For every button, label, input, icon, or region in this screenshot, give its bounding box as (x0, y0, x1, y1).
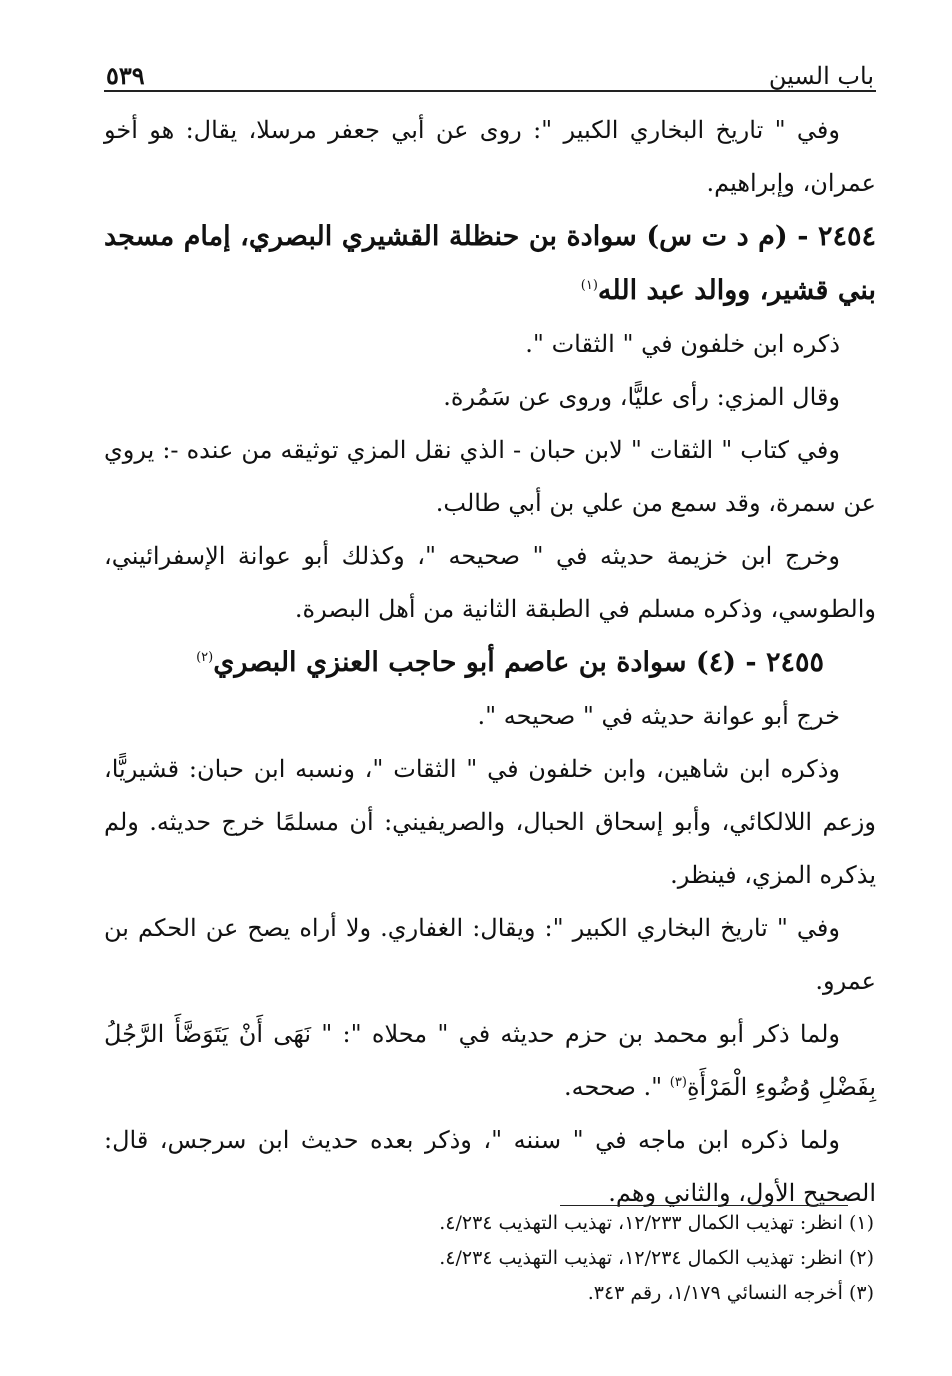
chapter-title: باب السين (768, 62, 874, 90)
entry-heading: ٢٤٥٤ - (م د ت س) سوادة بن حنظلة القشيري البصري، إمام مسجد بني قشير، ووالد عبد الله$^{(١)}$ (104, 221, 876, 306)
running-header (104, 50, 876, 92)
entry-heading: ٢٤٥٥ - (٤) سوادة بن عاصم أبو حاجب العنزي البصري$^{(٢)}$ (196, 647, 824, 678)
paragraph: وفي كتاب " الثقات " لابن حبان - الذي نقل المزي توثيقه من عنده -: يروي عن سمرة، وقد سمع من علي بن أبي طالب. (104, 436, 876, 517)
footnote-marker[interactable]: (١) (580, 278, 598, 293)
page-number: ٥٣٩ (106, 61, 145, 90)
footnote: (٢) انظر: تهذيب الكمال ١٢/٢٣٤، تهذيب التهذيب ٤/٢٣٤. (439, 1247, 874, 1269)
paragraph: ولما ذكره ابن ماجه في " سننه "، وذكر بعده حديث ابن سرجس، قال: الصحيح الأول، والثاني وهم. (104, 1126, 876, 1207)
footnote: (١) انظر: تهذيب الكمال ١٢/٢٣٣، تهذيب التهذيب ٤/٢٣٤. (439, 1212, 874, 1234)
paragraph: وفي " تاريخ البخاري الكبير ": ويقال: الغفاري. ولا أراه يصح عن الحكم بن عمرو. (104, 914, 876, 995)
page-body (104, 104, 876, 1220)
paragraph: خرج أبو عوانة حديثه في " صحيحه ". (477, 702, 840, 730)
paragraph: وخرج ابن خزيمة حديثه في " صحيحه "، وكذلك أبو عوانة الإسفرائيني، والطوسي، وذكره مسلم في الطبقة الثانية من أهل البصرة. (104, 542, 876, 623)
paragraph: وذكره ابن شاهين، وابن خلفون في " الثقات "، ونسبه ابن حبان: قشيريًّا، وزعم اللالكائي، وأبو إسحاق الحبال، والصريفيني: أن مسلمًا خرج حديثه. ولم يذكره المزي، فينظر. (104, 755, 876, 889)
paragraph: ذكره ابن خلفون في " الثقات ". (525, 330, 840, 358)
paragraph: وقال المزي: رأى عليًّا، وروى عن سَمُرة. (443, 383, 840, 411)
paragraph: وفي " تاريخ البخاري الكبير ": روى عن أبي جعفر مرسلا، يقال: هو أخو عمران، وإبراهيم. (104, 116, 876, 197)
footnote: (٣) أخرجه النسائي ١/١٧٩، رقم ٣٤٣. (587, 1282, 874, 1304)
paragraph: ولما ذكر أبو محمد بن حزم حديثه في " محلاه ": " نَهَى أَنْ يَتَوَضَّأَ الرَّجُلُ بِفَضْلِ وُضُوءِ الْمَرْأَةِ$^{(٣)}$ ". صححه. (104, 1020, 876, 1101)
footnote-marker[interactable]: (٢) (196, 650, 214, 665)
book-page (104, 50, 876, 1220)
footnotes (274, 1206, 874, 1311)
footnote-marker[interactable]: (٣) (669, 1075, 687, 1090)
